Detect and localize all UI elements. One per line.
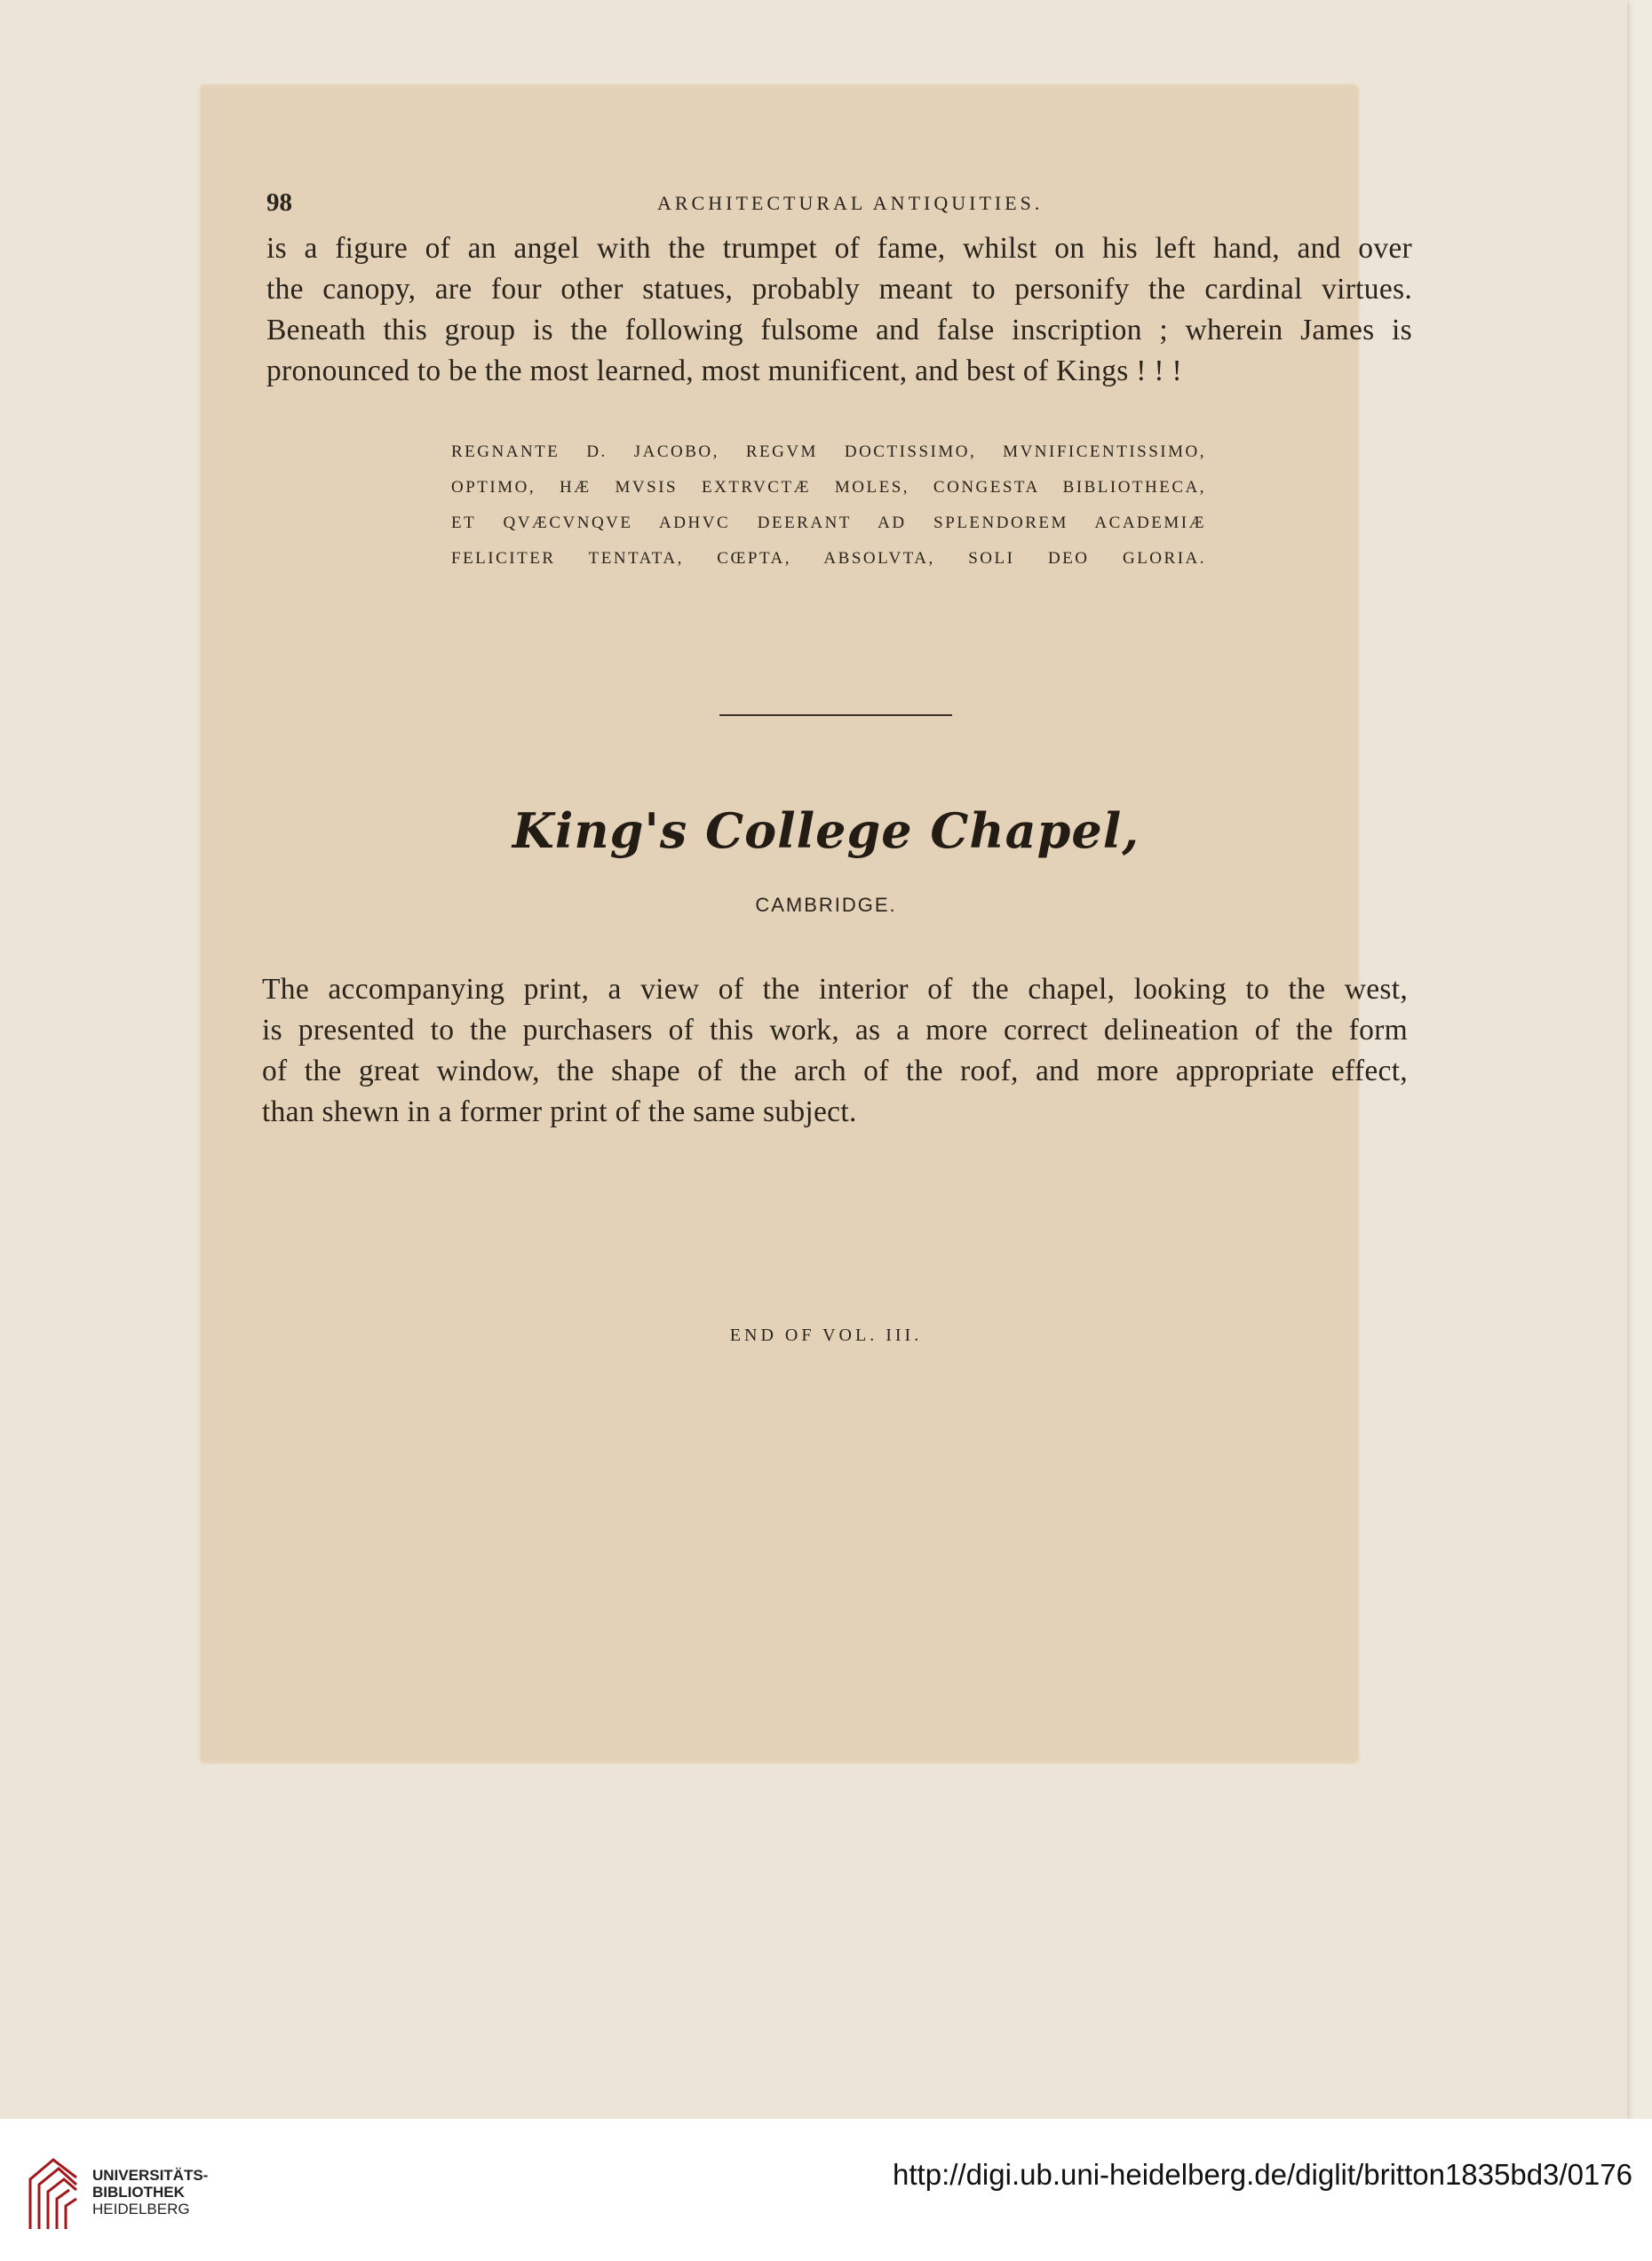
logo-stroke: [48, 2179, 76, 2229]
library-name-line: BIBLIOTHEK: [92, 2184, 185, 2201]
paragraph-line: than shewn in a former print of the same subject.: [262, 1095, 857, 1128]
library-name-line: HEIDELBERG: [92, 2201, 190, 2217]
end-of-volume-note: END OF VOL. III.: [729, 1326, 923, 1345]
paragraph-line: is a figure of an angel with the trumpet of fame, whilst on his left hand, and over: [266, 232, 1412, 265]
running-head: [266, 169, 1412, 217]
paragraph-line: pronounced to be the most learned, most munificent, and best of Kings ! ! !: [266, 354, 1182, 387]
running-title: ARCHITECTURAL ANTIQUITIES.: [657, 192, 1044, 214]
library-logo-icon: [27, 2154, 82, 2231]
section-divider: [719, 714, 952, 716]
page-number: 98: [266, 188, 292, 217]
source-url-link[interactable]: http://digi.ub.uni-heidelberg.de/diglit/britton1835bd3/0176: [893, 2158, 1632, 2191]
paragraph-line: of the great window, the shape of the arch of the roof, and more appropriate effect,: [262, 1055, 1408, 1087]
logo-stroke: [30, 2160, 76, 2229]
library-name-line: UNIVERSITÄTS-: [92, 2167, 209, 2184]
latin-inscription: [451, 434, 1206, 577]
paragraph-line: The accompanying print, a view of the interior of the chapel, looking to the west,: [262, 973, 1408, 1006]
paragraph-line: the canopy, are four other statues, probably meant to personify the cardinal virtues.: [266, 273, 1412, 306]
section-title: King's College Chapel,: [512, 802, 1140, 859]
library-name: [92, 2167, 208, 2217]
inscription-line: OPTIMO, HÆ MVSIS EXTRVCTÆ MOLES, CONGESTA BIBLIOTHECA,: [451, 478, 1206, 497]
logo-stroke: [66, 2199, 76, 2229]
inscription-line: ET QVÆCVNQVE ADHVC DEERANT AD SPLENDOREM ACADEMIÆ: [451, 514, 1206, 532]
text-block: [266, 169, 1412, 577]
inscription-line: FELICITER TENTATA, CŒPTA, ABSOLVTA, SOLI DEO GLORIA.: [451, 549, 1206, 568]
section-subtitle: CAMBRIDGE.: [755, 894, 897, 916]
paragraph-two: [262, 969, 1408, 1133]
logo-stroke: [57, 2190, 69, 2229]
inscription-line: REGNANTE D. JACOBO, REGVM DOCTISSIMO, MVNIFICENTISSIMO,: [451, 442, 1206, 461]
paragraph-one: [266, 228, 1412, 392]
paragraph-line: is presented to the purchasers of this work, as a more correct delineation of the form: [262, 1014, 1408, 1047]
library-footer: [0, 2119, 1652, 2261]
paragraph-line: Beneath this group is the following fulsome and false inscription ; wherein James is: [266, 314, 1412, 346]
